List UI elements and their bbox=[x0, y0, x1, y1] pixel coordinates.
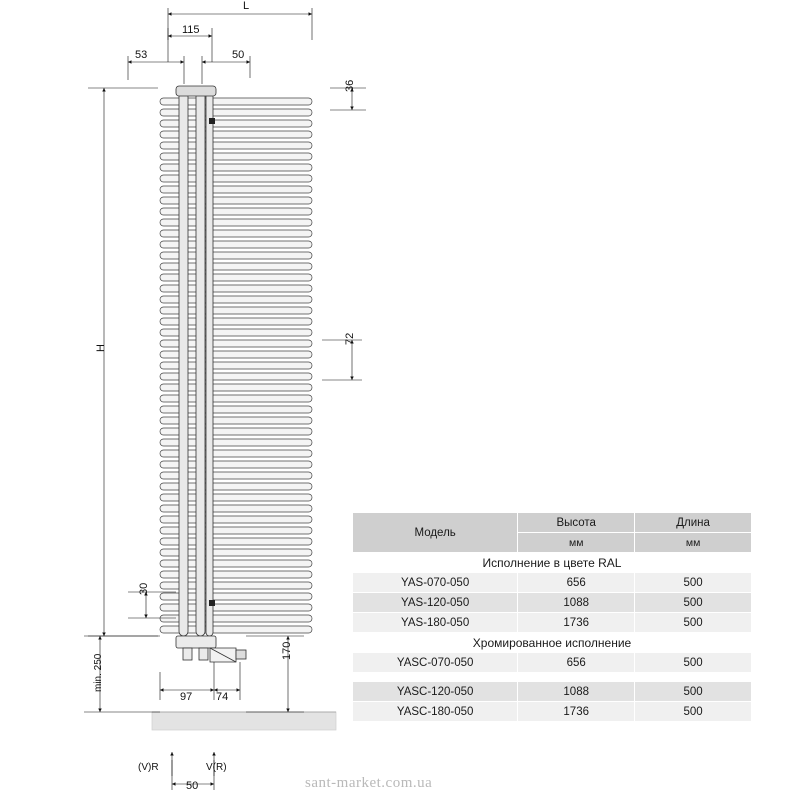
length-cell: 500 bbox=[635, 613, 752, 633]
header-model: Модель bbox=[353, 513, 518, 553]
connection-label-left: (V)R bbox=[138, 762, 159, 773]
height-cell: 656 bbox=[518, 573, 635, 593]
dimension-label-115: 115 bbox=[182, 24, 200, 36]
dimension-label-53: 53 bbox=[135, 49, 148, 61]
dimension-label-50-top: 50 bbox=[232, 49, 245, 61]
section-title-ral: Исполнение в цвете RAL bbox=[353, 553, 752, 573]
height-cell: 1736 bbox=[518, 702, 635, 722]
dimension-label-50-bottom: 50 bbox=[186, 780, 199, 792]
length-cell: 500 bbox=[635, 593, 752, 613]
model-cell: YAS-180-050 bbox=[353, 613, 518, 633]
length-cell: 500 bbox=[635, 702, 752, 722]
section-title-row-ral bbox=[353, 553, 752, 573]
dimension-label-H: H bbox=[95, 344, 107, 352]
model-cell: YASC-120-050 bbox=[353, 682, 518, 702]
table-row bbox=[353, 702, 752, 722]
header-height: Высота bbox=[518, 513, 635, 533]
unit-length: мм bbox=[635, 533, 752, 553]
height-cell: 1736 bbox=[518, 613, 635, 633]
model-cell: YAS-070-050 bbox=[353, 573, 518, 593]
length-cell: 500 bbox=[635, 682, 752, 702]
model-cell: YAS-120-050 bbox=[353, 593, 518, 613]
table-row bbox=[353, 613, 752, 633]
dimension-label-30: 30 bbox=[138, 582, 150, 595]
table-row bbox=[353, 593, 752, 613]
dimension-label-L: L bbox=[243, 0, 250, 12]
dimension-label-170: 170 bbox=[281, 641, 293, 660]
dimension-label-72: 72 bbox=[344, 332, 356, 345]
table-row bbox=[353, 653, 752, 673]
height-cell: 1088 bbox=[518, 682, 635, 702]
length-cell: 500 bbox=[635, 573, 752, 593]
dimension-label-min-250: min. 250 bbox=[93, 653, 104, 692]
table-row bbox=[353, 573, 752, 593]
model-cell: YASC-180-050 bbox=[353, 702, 518, 722]
dimension-label-36: 36 bbox=[344, 79, 356, 92]
dimension-label-97: 97 bbox=[180, 691, 193, 703]
spacer-cell bbox=[353, 673, 752, 682]
length-cell: 500 bbox=[635, 653, 752, 673]
section-title-chrome: Хромированное исполнение bbox=[353, 633, 752, 653]
table-row bbox=[353, 682, 752, 702]
height-cell: 1088 bbox=[518, 593, 635, 613]
specification-table bbox=[352, 512, 752, 722]
dimension-label-74: 74 bbox=[216, 691, 229, 703]
table-header-row bbox=[353, 513, 752, 533]
connection-label-right: V(R) bbox=[206, 762, 227, 773]
model-cell: YASC-070-050 bbox=[353, 653, 518, 673]
header-length: Длина bbox=[635, 513, 752, 533]
section-title-row-chrome bbox=[353, 633, 752, 653]
unit-height: мм bbox=[518, 533, 635, 553]
watermark: sant-market.com.ua bbox=[305, 775, 433, 791]
spacer-row bbox=[353, 673, 752, 682]
height-cell: 656 bbox=[518, 653, 635, 673]
